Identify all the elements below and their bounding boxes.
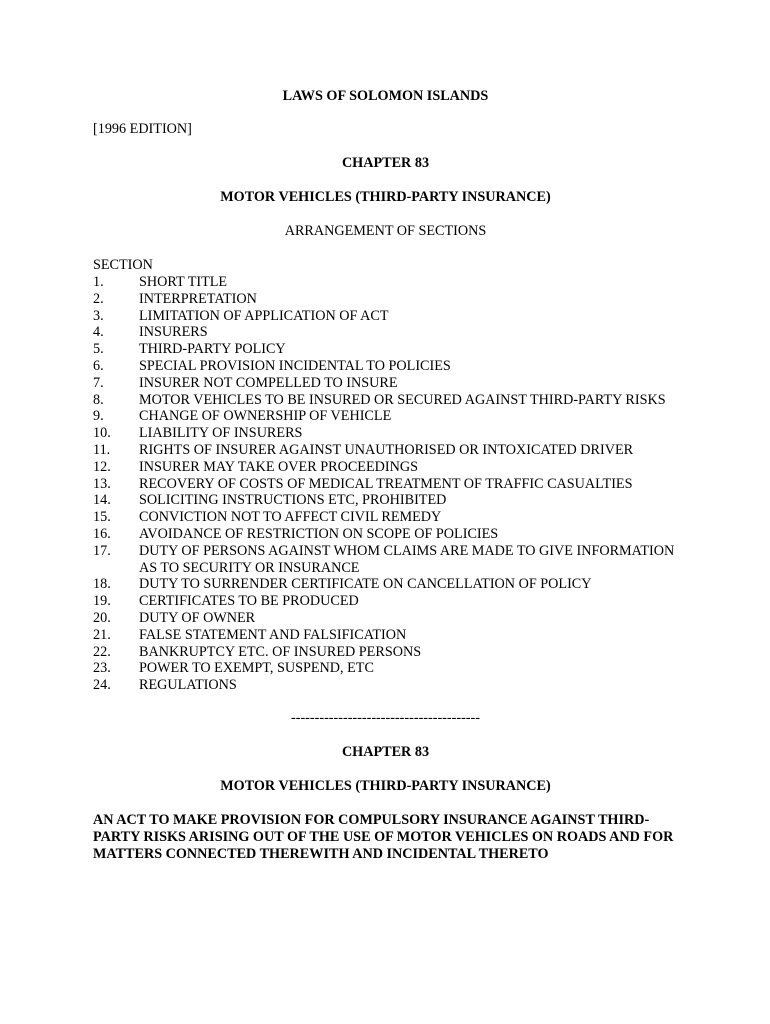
toc-item-number: 24. bbox=[93, 677, 111, 694]
toc-item-title: RIGHTS OF INSURER AGAINST UNAUTHORISED OR INTOXICATED DRIVER bbox=[139, 441, 634, 458]
toc-item bbox=[93, 610, 678, 627]
toc-item-number: 14. bbox=[93, 492, 111, 509]
toc-item bbox=[93, 442, 678, 459]
chapter-heading: CHAPTER 83 bbox=[341, 155, 430, 171]
toc-item-number: 21. bbox=[93, 626, 111, 643]
toc-item-number: 2. bbox=[93, 290, 104, 307]
toc-item-title: DUTY OF PERSONS AGAINST WHOM CLAIMS ARE MADE TO GIVE INFORMATION AS TO SECURITY OR INSURANCE bbox=[139, 542, 675, 576]
toc-item-number: 9. bbox=[93, 408, 104, 425]
toc-item-title: BANKRUPTCY ETC. OF INSURED PERSONS bbox=[139, 643, 422, 660]
document-page bbox=[93, 88, 678, 877]
toc-item bbox=[93, 358, 678, 375]
act-title: MOTOR VEHICLES (THIRD-PARTY INSURANCE) bbox=[220, 189, 551, 205]
toc-item-title: FALSE STATEMENT AND FALSIFICATION bbox=[139, 626, 407, 643]
toc-item bbox=[93, 644, 678, 661]
toc-item-title: REGULATIONS bbox=[139, 677, 237, 694]
edition-label: [1996 EDITION] bbox=[93, 121, 192, 137]
toc-section-heading: SECTION bbox=[93, 257, 153, 273]
toc-item bbox=[93, 425, 678, 442]
table-of-contents bbox=[93, 274, 678, 694]
toc-item-number: 5. bbox=[93, 341, 104, 358]
toc-item bbox=[93, 576, 678, 593]
toc-item-number: 15. bbox=[93, 509, 111, 526]
toc-item bbox=[93, 408, 678, 425]
toc-item bbox=[93, 274, 678, 291]
toc-item-number: 7. bbox=[93, 374, 104, 391]
toc-item-title: SOLICITING INSTRUCTIONS ETC, PROHIBITED bbox=[139, 492, 447, 509]
toc-item-number: 17. bbox=[93, 542, 111, 559]
toc-item-title: LIABILITY OF INSURERS bbox=[139, 425, 303, 442]
toc-item bbox=[93, 677, 678, 694]
toc-item-number: 1. bbox=[93, 274, 104, 290]
toc-item-number: 12. bbox=[93, 458, 111, 475]
section-divider: ---------------------------------------- bbox=[291, 709, 480, 726]
toc-item bbox=[93, 476, 678, 493]
toc-item-number: 23. bbox=[93, 660, 111, 677]
toc-item-number: 3. bbox=[93, 307, 104, 324]
toc-item-title: MOTOR VEHICLES TO BE INSURED OR SECURED AGAINST THIRD-PARTY RISKS bbox=[139, 391, 666, 408]
toc-item bbox=[93, 392, 678, 409]
body-act-title: MOTOR VEHICLES (THIRD-PARTY INSURANCE) bbox=[220, 777, 551, 794]
toc-item bbox=[93, 291, 678, 308]
toc-item bbox=[93, 375, 678, 392]
toc-item bbox=[93, 308, 678, 325]
toc-item-number: 19. bbox=[93, 593, 111, 610]
toc-item-number: 16. bbox=[93, 525, 111, 542]
toc-item-number: 4. bbox=[93, 324, 104, 341]
toc-item bbox=[93, 459, 678, 476]
toc-item-number: 22. bbox=[93, 643, 111, 660]
toc-item bbox=[93, 593, 678, 610]
toc-item-title: SHORT TITLE bbox=[139, 274, 228, 290]
toc-item bbox=[93, 341, 678, 358]
toc-item-number: 11. bbox=[93, 441, 111, 458]
toc-item-title: CHANGE OF OWNERSHIP OF VEHICLE bbox=[139, 408, 392, 425]
toc-item-title: CERTIFICATES TO BE PRODUCED bbox=[139, 593, 359, 610]
toc-item-title: INSURERS bbox=[139, 324, 208, 341]
toc-item-title: LIMITATION OF APPLICATION OF ACT bbox=[139, 307, 389, 324]
toc-item-title: RECOVERY OF COSTS OF MEDICAL TREATMENT OF TRAFFIC CASUALTIES bbox=[139, 475, 633, 492]
toc-item-title: CONVICTION NOT TO AFFECT CIVIL REMEDY bbox=[139, 509, 442, 526]
arrangement-heading: ARRANGEMENT OF SECTIONS bbox=[284, 223, 487, 239]
toc-item-title: DUTY OF OWNER bbox=[139, 609, 256, 626]
toc-item bbox=[93, 324, 678, 341]
toc-item-number: 18. bbox=[93, 576, 111, 593]
toc-item-number: 8. bbox=[93, 391, 104, 408]
toc-item-title: SPECIAL PROVISION INCIDENTAL TO POLICIES bbox=[139, 357, 451, 374]
toc-item-title: THIRD-PARTY POLICY bbox=[139, 341, 286, 358]
toc-item bbox=[93, 492, 678, 509]
toc-item bbox=[93, 660, 678, 677]
toc-item-title: INTERPRETATION bbox=[139, 290, 257, 307]
toc-item-number: 13. bbox=[93, 475, 111, 492]
toc-item bbox=[93, 543, 678, 577]
toc-item-title: INSURER NOT COMPELLED TO INSURE bbox=[139, 374, 398, 391]
act-long-title: AN ACT TO MAKE PROVISION FOR COMPULSORY INSURANCE AGAINST THIRD-PARTY RISKS ARISING OUT OF THE USE OF MOTOR VEHICLES ON ROADS AND FOR MATTERS CONNECTED THEREWITH AND INCIDENTAL THERETO bbox=[93, 811, 674, 862]
toc-item-title: POWER TO EXEMPT, SUSPEND, ETC bbox=[139, 660, 374, 677]
toc-item bbox=[93, 509, 678, 526]
toc-item-title: INSURER MAY TAKE OVER PROCEEDINGS bbox=[139, 458, 418, 475]
body-chapter-heading: CHAPTER 83 bbox=[341, 743, 430, 760]
toc-item-title: AVOIDANCE OF RESTRICTION ON SCOPE OF POLICIES bbox=[139, 525, 499, 542]
toc-item bbox=[93, 627, 678, 644]
toc-item-number: 20. bbox=[93, 609, 111, 626]
toc-item-number: 10. bbox=[93, 425, 111, 442]
document-title: LAWS OF SOLOMON ISLANDS bbox=[282, 88, 489, 104]
toc-item bbox=[93, 526, 678, 543]
toc-item-number: 6. bbox=[93, 357, 104, 374]
toc-item-title: DUTY TO SURRENDER CERTIFICATE ON CANCELLATION OF POLICY bbox=[139, 576, 592, 593]
